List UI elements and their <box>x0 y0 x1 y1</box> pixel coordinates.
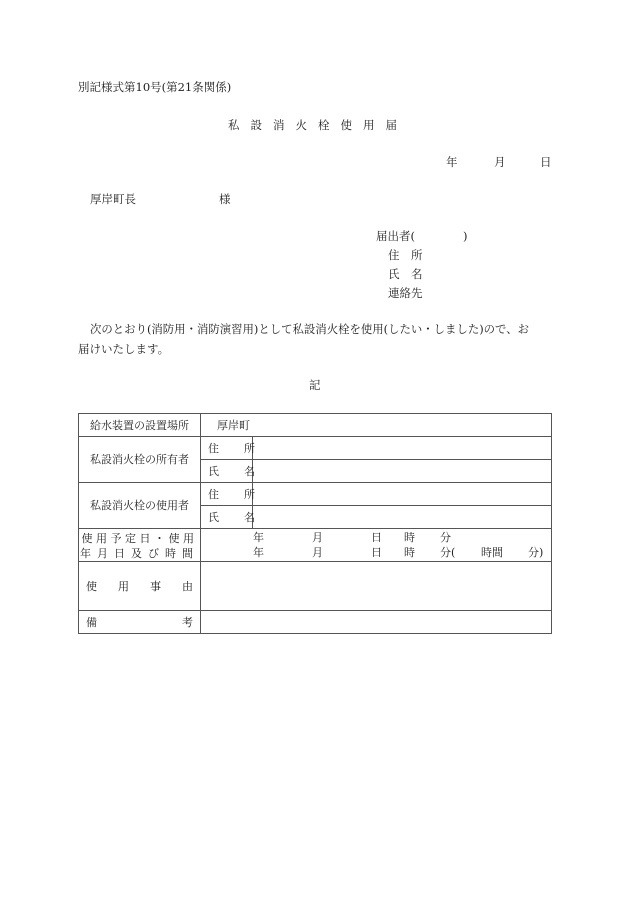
applicant-close-paren: ) <box>463 229 468 243</box>
datetime-label <box>79 529 201 562</box>
user-label: 私設消火栓の使用者 <box>79 483 201 529</box>
table-row-owner-address <box>79 437 552 460</box>
dt2-minutes: 分) <box>528 546 544 559</box>
reason-char-1: 使 <box>86 579 97 593</box>
remarks-char-2: 考 <box>182 615 193 629</box>
form-number: 別記様式第10号(第21条関係) <box>78 80 232 94</box>
table-row-remarks <box>79 611 552 634</box>
owner-label: 私設消火栓の所有者 <box>79 437 201 483</box>
table-row-location <box>79 414 552 437</box>
remarks-char-1: 備 <box>86 615 97 629</box>
dt2-day: 日 <box>371 546 382 559</box>
date-year-label: 年 <box>446 155 458 169</box>
dt1-hour: 時 <box>404 531 415 544</box>
page-title: 私設消火栓使用届 <box>228 118 408 132</box>
datetime-label-line2: 年月日及び時間 <box>80 546 199 560</box>
date-day-label: 日 <box>540 155 552 169</box>
location-label: 給水装置の設置場所 <box>79 414 201 437</box>
body-text-line1: 次のとおり(消防用・消防演習用)として私設消火栓を使用(したい・しました)ので、お <box>90 322 530 336</box>
owner-name-label: 氏 名 <box>201 460 253 483</box>
ki-heading: 記 <box>309 378 321 392</box>
datetime-field[interactable] <box>201 529 552 562</box>
applicant-contact-label: 連絡先 <box>388 286 423 300</box>
details-table <box>78 413 552 634</box>
reason-char-2: 用 <box>118 579 129 593</box>
addressee-honorific: 様 <box>219 192 231 206</box>
applicant-label: 届出者( <box>376 229 415 243</box>
dt2-month: 月 <box>312 546 323 559</box>
dt1-day: 日 <box>371 531 382 544</box>
reason-char-3: 事 <box>150 579 161 593</box>
applicant-name-label: 氏 名 <box>388 267 423 281</box>
dt1-minute: 分 <box>440 531 451 544</box>
body-text-line2: 届けいたします。 <box>78 342 170 356</box>
date-month-label: 月 <box>494 155 506 169</box>
datetime-label-line1: 使用予定日・使用 <box>81 531 198 545</box>
remarks-label <box>79 611 201 634</box>
user-name-label: 氏 名 <box>201 506 253 529</box>
dt1-month: 月 <box>312 531 323 544</box>
dt1-year: 年 <box>253 531 264 544</box>
reason-label <box>79 562 201 611</box>
dt2-minute: 分( <box>440 546 456 559</box>
table-row-user-address <box>79 483 552 506</box>
user-address-field[interactable] <box>253 483 552 506</box>
dt2-hours: 時間 <box>481 546 503 559</box>
reason-field[interactable] <box>201 562 552 611</box>
table-row-datetime <box>79 529 552 562</box>
location-value[interactable]: 厚岸町 <box>201 414 552 437</box>
table-row-reason <box>79 562 552 611</box>
remarks-field[interactable] <box>201 611 552 634</box>
owner-address-label: 住 所 <box>201 437 253 460</box>
dt2-year: 年 <box>253 546 264 559</box>
reason-char-4: 由 <box>182 579 193 593</box>
owner-name-field[interactable] <box>253 460 552 483</box>
user-name-field[interactable] <box>253 506 552 529</box>
applicant-address-label: 住 所 <box>388 248 423 262</box>
user-address-label: 住 所 <box>201 483 253 506</box>
addressee-name: 厚岸町長 <box>90 192 136 206</box>
owner-address-field[interactable] <box>253 437 552 460</box>
dt2-hour: 時 <box>404 546 415 559</box>
